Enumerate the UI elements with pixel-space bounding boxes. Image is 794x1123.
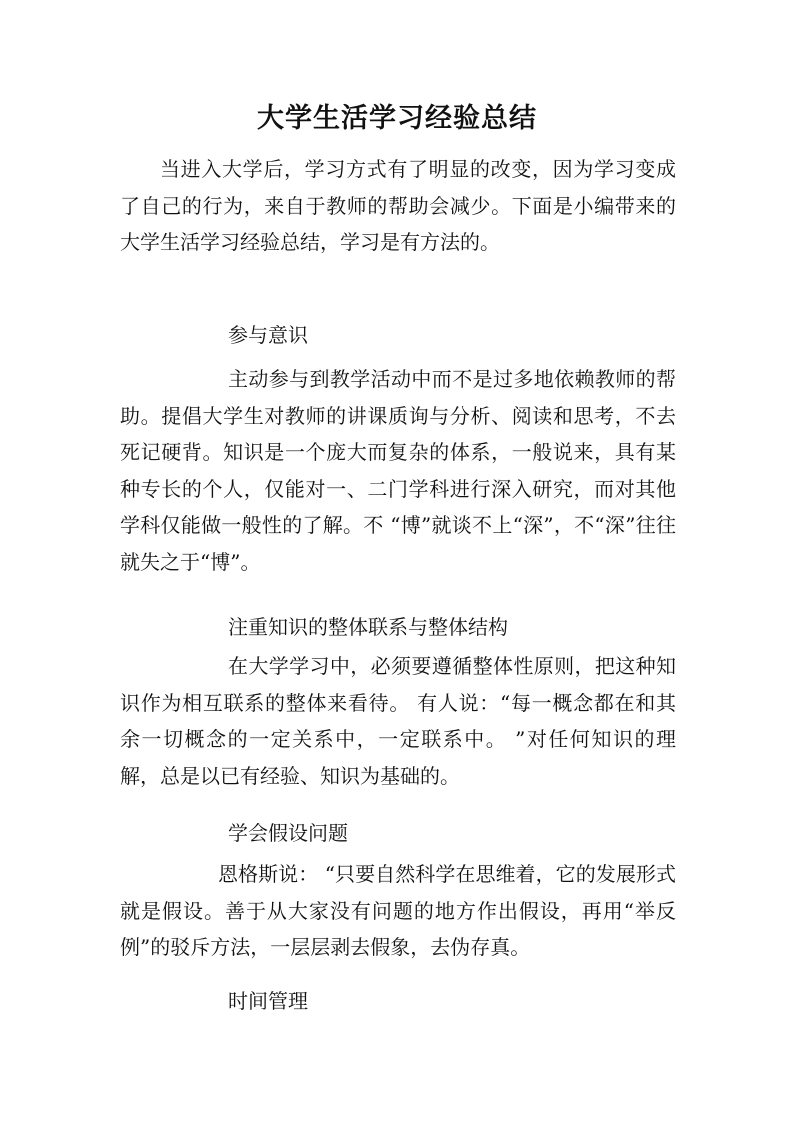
section-heading-hypothesis: 学会假设问题 (228, 821, 348, 845)
section-heading-participation: 参与意识 (228, 323, 308, 347)
section-body-knowledge-structure: 在大学学习中，必须要遵循整体性原则，把这种知识作为相互联系的整体来看待。 有人说：“每一概念都在和其余一切概念的一定关系中，一定联系中。 ”对任何知识的理解，总是以已有经验、知识为基础的。 (120, 654, 676, 788)
document-title: 大学生活学习经验总结 (257, 103, 537, 134)
section-heading-time-management: 时间管理 (228, 989, 308, 1013)
section-body-hypothesis: 恩格斯说： “只要自然科学在思维着，它的发展形式就是假设。善于从大家没有问题的地方作出假设，再用“举反例”的驳斥方法，一层层剥去假象，去伪存真。 (120, 862, 676, 959)
intro-paragraph: 当进入大学后，学习方式有了明显的改变，因为学习变成了自己的行为，来自于教师的帮助会减少。下面是小编带来的大学生活学习经验总结，学习是有方法的。 (120, 157, 676, 254)
section-body-participation: 主动参与到教学活动中而不是过多地依赖教师的帮助。提倡大学生对教师的讲课质询与分析、阅读和思考，不去死记硬背。知识是一个庞大而复杂的体系，一般说来，具有某种专长的个人，仅能对一、二门学科进行深入研究，而对其他学科仅能做一般性的了解。不 “博”就谈不上“深”，不“深”往往就失之于“博”。 (120, 367, 676, 574)
section-heading-knowledge-structure: 注重知识的整体联系与整体结构 (228, 615, 508, 639)
